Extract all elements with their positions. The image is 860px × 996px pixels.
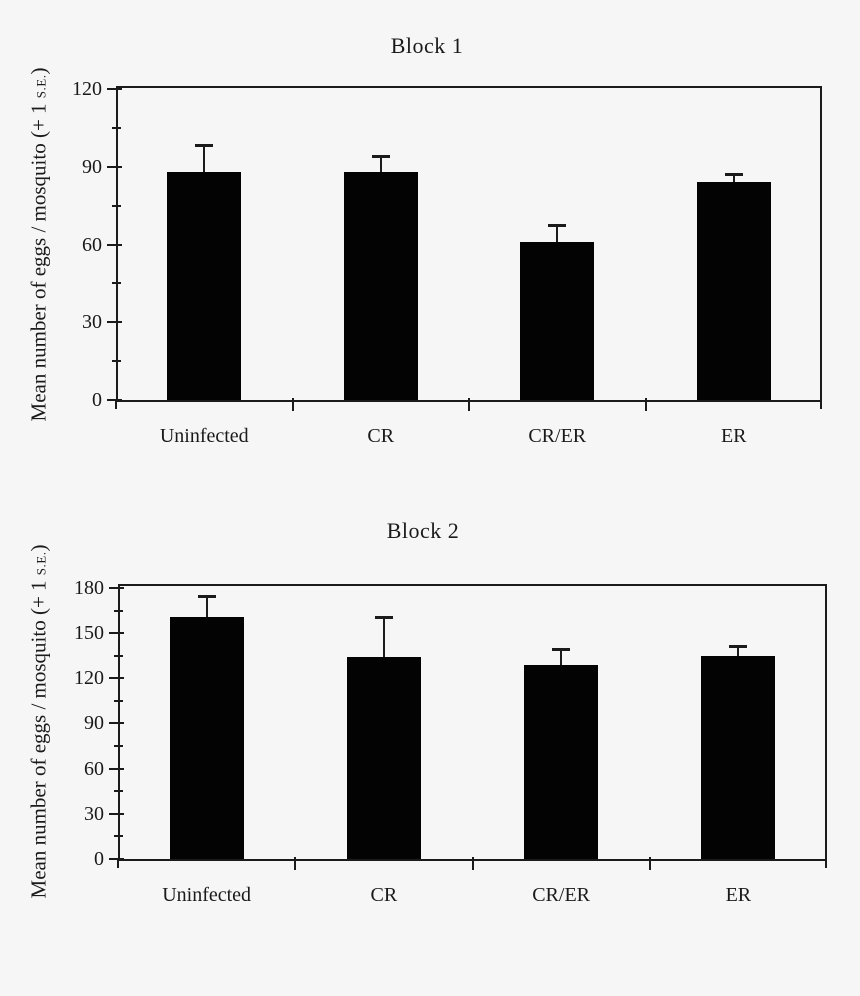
x-boundary-tick	[649, 857, 651, 870]
y-major-tick	[109, 632, 124, 634]
x-boundary-tick	[294, 857, 296, 870]
y-tick-label: 60	[82, 233, 102, 256]
y-axis-label-text: Mean number of eggs / mosquito (+ 1	[26, 575, 51, 899]
y-major-tick	[109, 768, 124, 770]
error-bar-cap-cr	[372, 155, 390, 158]
y-tick-label: 150	[74, 622, 104, 645]
bar-uninfected	[167, 172, 241, 400]
error-bar-uninfected	[203, 146, 205, 172]
y-axis-label-se: S.E.	[33, 551, 49, 576]
y-minor-tick	[114, 745, 123, 747]
y-axis-label-text: Mean number of eggs / mosquito (+ 1	[26, 98, 51, 422]
chart-title: Block 1	[390, 33, 464, 58]
x-boundary-tick	[468, 398, 470, 411]
chart-title: Block 2	[386, 518, 460, 543]
y-major-tick	[109, 722, 124, 724]
y-minor-tick	[114, 655, 123, 657]
error-bar-cr	[380, 157, 382, 173]
y-tick-label: 0	[92, 389, 102, 411]
y-axis-label-se: S.E.	[33, 74, 49, 99]
error-bar-cap-er	[729, 645, 747, 648]
y-major-tick	[107, 166, 122, 168]
y-major-tick	[107, 321, 122, 323]
x-label-er: ER	[720, 425, 747, 447]
bar-er	[697, 182, 771, 400]
y-axis-label-close: )	[26, 544, 51, 552]
error-bar-er	[737, 647, 739, 656]
x-label-uninfected: Uninfected	[162, 884, 252, 906]
y-minor-tick	[112, 205, 121, 207]
bar-cr-er	[520, 242, 594, 400]
x-label-uninfected: Uninfected	[159, 425, 249, 447]
y-minor-tick	[112, 282, 121, 284]
y-tick-label: 120	[72, 78, 102, 101]
x-boundary-tick	[292, 398, 294, 411]
x-label-cr: CR	[367, 425, 395, 447]
y-tick-label: 30	[82, 311, 102, 334]
error-bar-cr-er	[556, 226, 558, 242]
y-major-tick	[109, 813, 124, 815]
y-minor-tick	[114, 835, 123, 837]
y-minor-tick	[114, 610, 123, 612]
x-boundary-tick	[472, 857, 474, 870]
x-axis-left-end-tick	[115, 400, 117, 409]
y-axis-label-close: )	[26, 67, 51, 75]
x-label-er: ER	[725, 884, 752, 906]
y-major-tick	[107, 244, 122, 246]
x-axis-left-end-tick	[117, 859, 119, 868]
x-axis-right-end-tick	[820, 400, 822, 409]
bar-uninfected	[170, 617, 244, 859]
error-bar-cap-cr-er	[548, 224, 566, 227]
y-tick-label: 90	[84, 712, 104, 735]
x-label-cr-er: CR/ER	[528, 425, 587, 447]
y-tick-label: 90	[82, 155, 102, 178]
y-major-tick	[107, 88, 122, 90]
y-minor-tick	[112, 127, 121, 129]
error-bar-cap-uninfected	[198, 595, 216, 598]
y-tick-label: 180	[74, 576, 104, 599]
y-tick-label: 30	[84, 802, 104, 825]
error-bar-cr-er	[560, 650, 562, 665]
x-label-cr-er: CR/ER	[532, 884, 591, 906]
bar-er	[701, 656, 775, 859]
x-label-cr: CR	[370, 884, 398, 906]
error-bar-uninfected	[206, 597, 208, 617]
bar-cr	[344, 172, 418, 400]
y-tick-label: 0	[94, 848, 104, 870]
y-minor-tick	[112, 360, 121, 362]
y-minor-tick	[114, 700, 123, 702]
error-bar-cap-cr-er	[552, 648, 570, 651]
y-tick-label: 120	[74, 667, 104, 690]
y-tick-label: 60	[84, 757, 104, 780]
error-bar-er	[733, 175, 735, 183]
error-bar-cap-cr	[375, 616, 393, 619]
y-minor-tick	[114, 790, 123, 792]
bar-cr-er	[524, 665, 598, 859]
error-bar-cap-er	[725, 173, 743, 176]
error-bar-cr	[383, 618, 385, 657]
error-bar-cap-uninfected	[195, 144, 213, 147]
x-boundary-tick	[645, 398, 647, 411]
x-axis-right-end-tick	[825, 859, 827, 868]
y-major-tick	[109, 587, 124, 589]
y-major-tick	[109, 677, 124, 679]
bar-cr	[347, 657, 421, 859]
